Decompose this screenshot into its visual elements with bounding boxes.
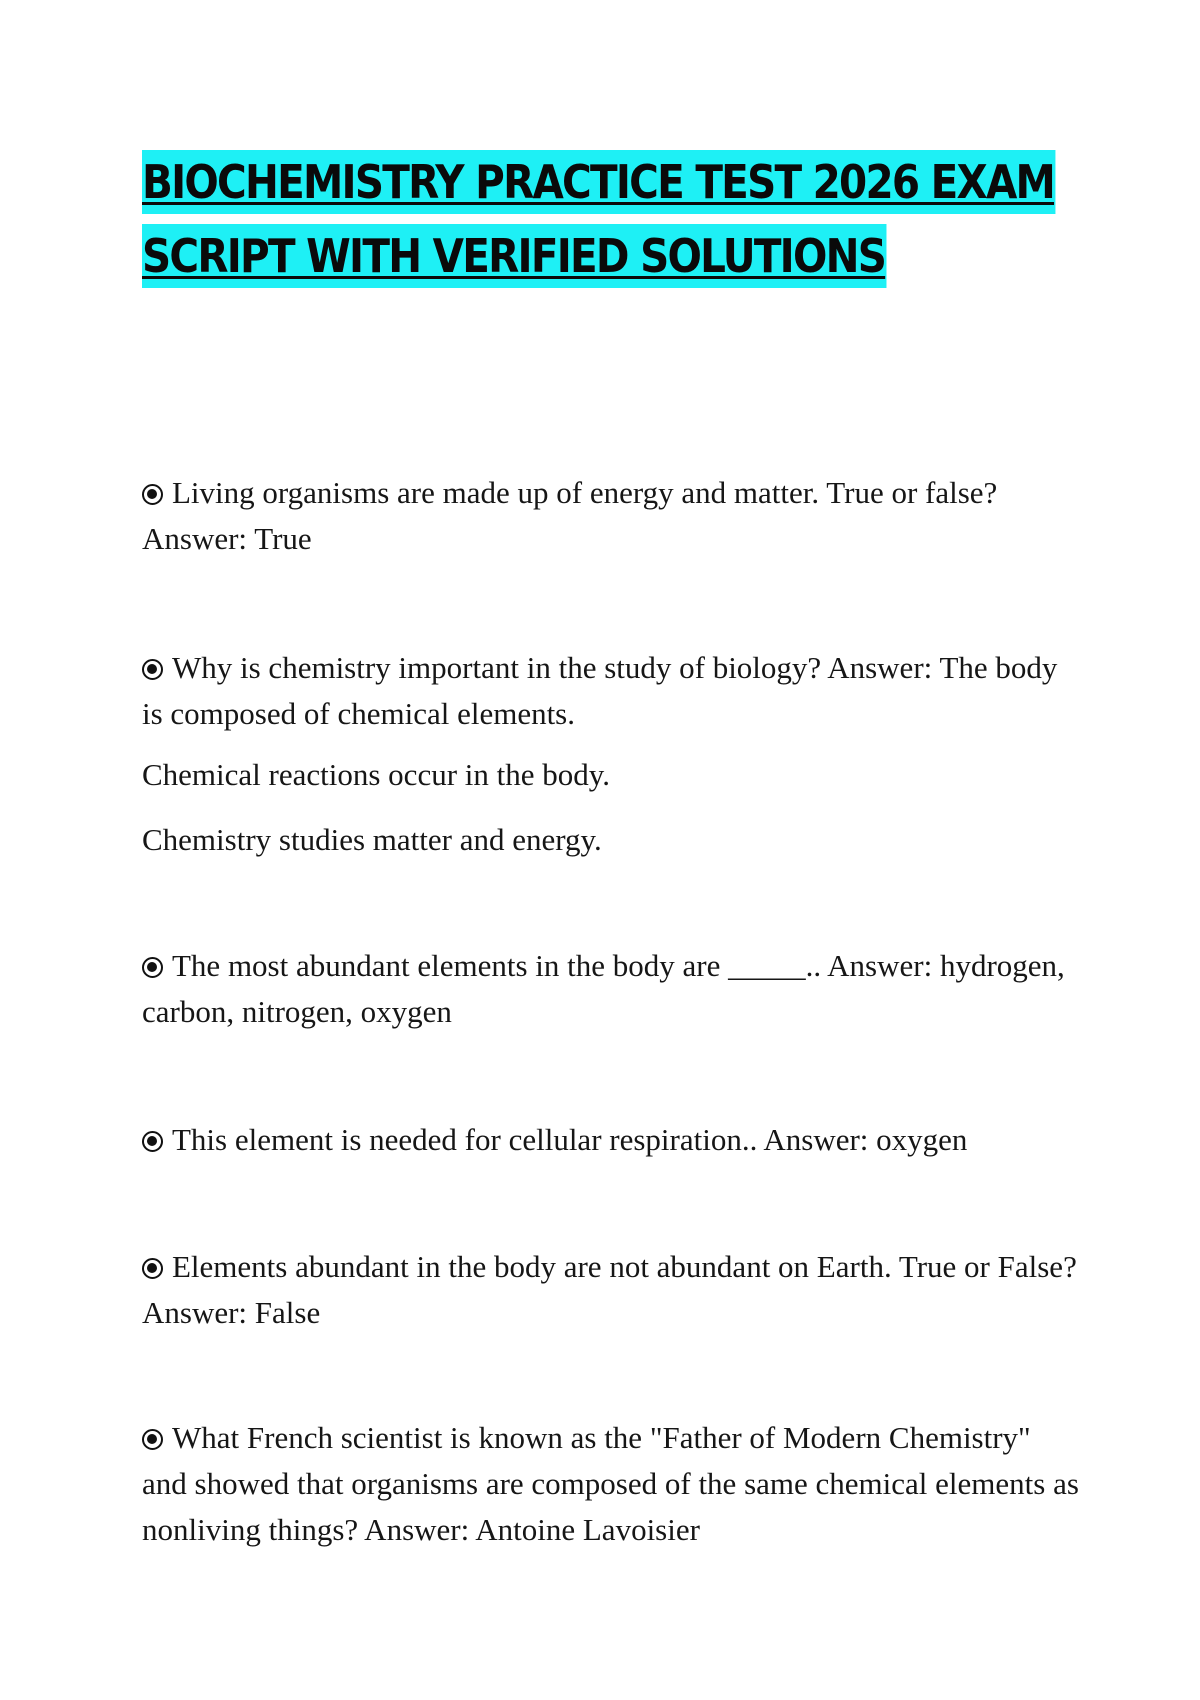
- question-text: Elements abundant in the body are not abundant on Earth. True or False? Answer: False: [142, 1249, 1077, 1330]
- answer-line: Chemical reactions occur in the body.: [142, 757, 610, 792]
- radio-bullet-icon: [142, 957, 163, 978]
- question-item-2: [142, 645, 1082, 863]
- question-item-4: [142, 1117, 1082, 1163]
- question-text: Why is chemistry important in the study of biology? Answer: The body is composed of chemical elements.: [142, 650, 1058, 731]
- question-item-1: [142, 470, 1082, 562]
- question-text: The most abundant elements in the body are _____.. Answer: hydrogen, carbon, nitrogen, oxygen: [142, 948, 1065, 1029]
- document-title: [142, 150, 1062, 288]
- radio-bullet-icon: [142, 1429, 163, 1450]
- question-text: Living organisms are made up of energy and matter. True or false? Answer: True: [142, 475, 998, 556]
- question-text: This element is needed for cellular respiration.. Answer: oxygen: [172, 1122, 968, 1157]
- question-item-3: [142, 943, 1082, 1035]
- question-item-5: [142, 1244, 1082, 1336]
- radio-bullet-icon: [142, 1258, 163, 1279]
- answer-line: Chemistry studies matter and energy.: [142, 822, 602, 857]
- question-text: What French scientist is known as the "Father of Modern Chemistry" and showed that organisms are composed of the same chemical elements as nonliving things? Answer: Antoine Lavoisier: [142, 1420, 1079, 1547]
- title-line-1: BIOCHEMISTRY PRACTICE TEST 2026 EXAM: [142, 150, 1056, 214]
- title-line-2: SCRIPT WITH VERIFIED SOLUTIONS: [142, 224, 887, 288]
- radio-bullet-icon: [142, 1131, 163, 1152]
- radio-bullet-icon: [142, 484, 163, 505]
- question-item-6: [142, 1415, 1082, 1553]
- radio-bullet-icon: [142, 659, 163, 680]
